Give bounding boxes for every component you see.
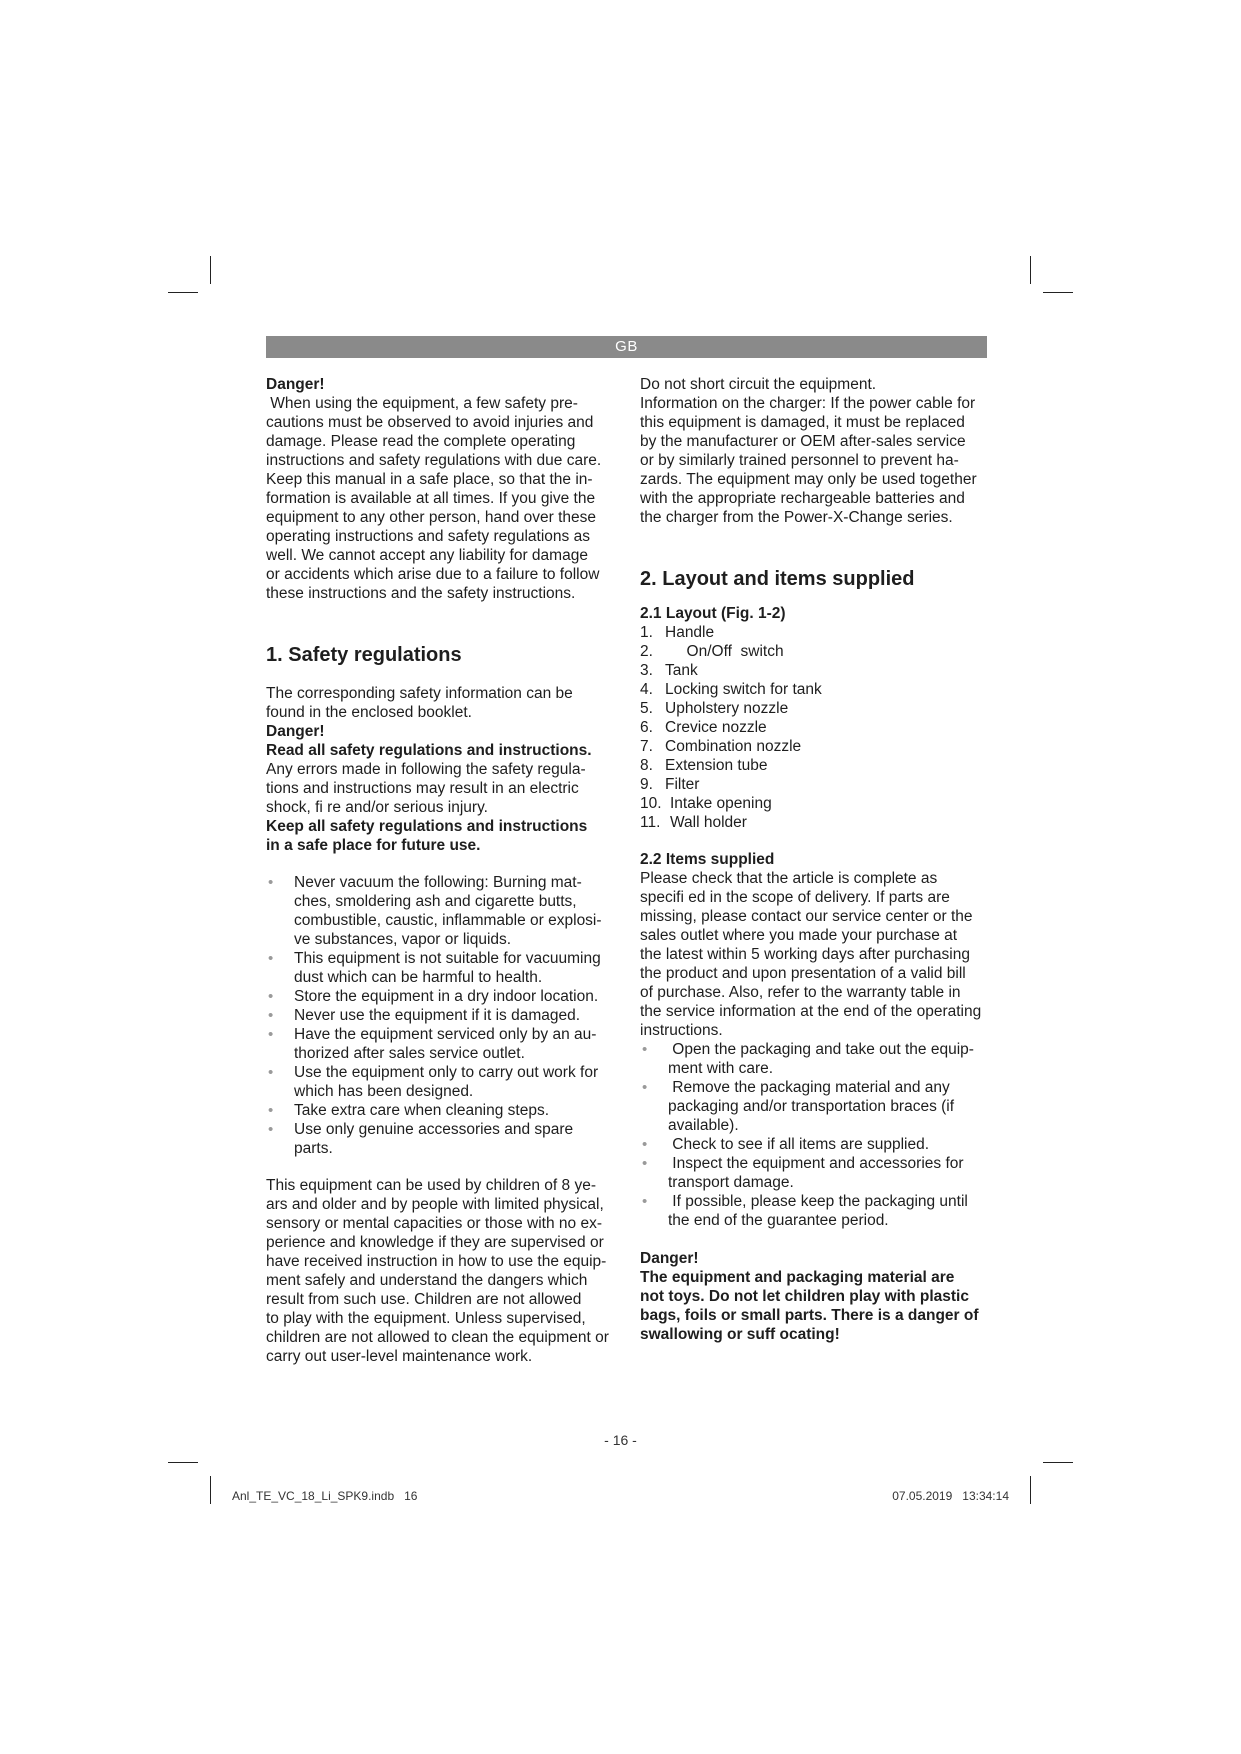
list-item (266, 1006, 616, 1025)
text-line: formation is available at all times. If you give the (266, 490, 596, 507)
text-line: • Inspect the equipment and accessories for (668, 1155, 964, 1172)
text-line: Keep all safety regulations and instructions (266, 818, 588, 835)
item-label: On/Off switch (665, 643, 784, 660)
text-line: When using the equipment, a few safety pre- (266, 395, 578, 412)
crop-mark (210, 1476, 211, 1504)
item-number: 5. (640, 700, 653, 717)
text-line: bags, foils or small parts. There is a danger of (640, 1307, 979, 1324)
page-number: - 16 - (604, 1432, 637, 1448)
danger-heading-2: Danger! (266, 723, 325, 740)
list-item (640, 1192, 990, 1230)
text-line: packaging and/or transportation braces (if (668, 1098, 955, 1115)
section-1-title: 1. Safety regulations (266, 644, 462, 666)
keep-warning (266, 817, 616, 855)
text-line: to play with the equipment. Unless supervised, (266, 1310, 586, 1327)
text-line: which has been designed. (294, 1083, 474, 1100)
item-label: Intake opening (670, 795, 772, 812)
item-label: Combination nozzle (665, 738, 802, 755)
charger-paragraph (640, 394, 990, 527)
item-number: 9. (640, 776, 653, 793)
list-item (640, 718, 990, 737)
text-line: missing, please contact our service center or the (640, 908, 973, 925)
text-line: • Have the equipment serviced only by an au- (294, 1026, 597, 1043)
text-line: • Use the equipment only to carry out work for (294, 1064, 599, 1081)
language-header-bar (266, 336, 987, 358)
item-label: Handle (665, 624, 715, 641)
safety-bullet-list (266, 873, 616, 1158)
text-line: instructions and safety regulations with due care. (266, 452, 602, 469)
list-item (266, 1101, 616, 1120)
text-line: ars and older and by people with limited physical, (266, 1196, 604, 1213)
text-line: transport damage. (668, 1174, 794, 1191)
text-line: specifi ed in the scope of delivery. If parts are (640, 889, 950, 906)
item-number: 11. (640, 814, 661, 831)
text-line: thorized after sales service outlet. (294, 1045, 525, 1062)
text-line: cautions must be observed to avoid injuries and (266, 414, 594, 431)
text-line: found in the enclosed booklet. (266, 704, 472, 721)
text-line: tions and instructions may result in an electric (266, 780, 579, 797)
text-line: dust which can be harmful to health. (294, 969, 543, 986)
errors-paragraph (266, 760, 616, 817)
items-bullet-list (640, 1040, 990, 1230)
list-item (640, 623, 990, 642)
text-line: in a safe place for future use. (266, 837, 481, 854)
crop-mark (1043, 292, 1073, 293)
list-item (640, 680, 990, 699)
text-line: operating instructions and safety regulations as (266, 528, 590, 545)
item-number: 1. (640, 624, 653, 641)
text-line: ment safely and understand the dangers which (266, 1272, 588, 1289)
list-item (640, 699, 990, 718)
text-line: Please check that the article is complete as (640, 870, 938, 887)
list-item (640, 756, 990, 775)
text-line: • Never use the equipment if it is damaged. (294, 1007, 581, 1024)
item-label: Filter (665, 776, 700, 793)
text-line: The equipment and packaging material are (640, 1269, 955, 1286)
text-line: This equipment can be used by children of 8 ye- (266, 1177, 596, 1194)
text-line: sensory or mental capacities or those with no ex- (266, 1215, 602, 1232)
list-item (640, 1135, 990, 1154)
danger-heading-3: Danger! (640, 1250, 699, 1267)
item-number: 10. (640, 795, 662, 812)
left-column (266, 375, 616, 1366)
layout-subtitle: 2.1 Layout (Fig. 1-2) (640, 605, 786, 622)
text-line: sales outlet where you made your purchase at (640, 927, 958, 944)
item-number: 4. (640, 681, 653, 698)
text-line: carry out user-level maintenance work. (266, 1348, 533, 1365)
text-line: ve substances, vapor or liquids. (294, 931, 512, 948)
section-2-title: 2. Layout and items supplied (640, 568, 915, 590)
text-line: these instructions and the safety instructions. (266, 585, 576, 602)
text-line: of purchase. Also, refer to the warranty table in (640, 984, 961, 1001)
item-label: Crevice nozzle (665, 719, 767, 736)
text-line: • Remove the packaging material and any (668, 1079, 950, 1096)
packaging-danger-warning (640, 1268, 990, 1344)
crop-mark (168, 1462, 198, 1463)
booklet-paragraph (266, 684, 616, 722)
list-item (266, 1120, 616, 1158)
text-line: swallowing or suff ocating! (640, 1326, 840, 1343)
text-line: by the manufacturer or OEM after-sales service (640, 433, 966, 450)
text-line: ment with care. (668, 1060, 774, 1077)
read-all-warning: Read all safety regulations and instructions. (266, 742, 592, 759)
text-line: Any errors made in following the safety regula- (266, 761, 586, 778)
text-line: • If possible, please keep the packaging until (668, 1193, 968, 1210)
print-timestamp: 07.05.2019 13:34:14 (892, 1489, 1009, 1503)
file-name: Anl_TE_VC_18_Li_SPK9.indb 16 (232, 1489, 418, 1503)
item-number: 8. (640, 757, 653, 774)
item-number: 6. (640, 719, 653, 736)
text-line: the end of the guarantee period. (668, 1212, 889, 1229)
list-item (640, 794, 990, 813)
item-label: Wall holder (670, 814, 747, 831)
text-line: • Never vacuum the following: Burning mat- (294, 874, 582, 891)
list-item (640, 813, 990, 832)
item-label: Tank (665, 662, 698, 679)
text-line: perience and knowledge if they are supervised or (266, 1234, 604, 1251)
text-line: Information on the charger: If the power cable for (640, 395, 976, 412)
crop-mark (210, 256, 211, 284)
items-subtitle: 2.2 Items supplied (640, 851, 775, 868)
text-line: or by similarly trained personnel to prevent ha- (640, 452, 959, 469)
list-item (640, 642, 990, 661)
text-line: result from such use. Children are not allowed (266, 1291, 582, 1308)
text-line: • Use only genuine accessories and spare (294, 1121, 574, 1138)
list-item (266, 987, 616, 1006)
item-number: 2. (640, 643, 653, 660)
text-line: • Take extra care when cleaning steps. (294, 1102, 550, 1119)
list-item (266, 1063, 616, 1101)
text-line: available). (668, 1117, 739, 1134)
list-item (640, 1154, 990, 1192)
language-code: GB (615, 338, 638, 355)
text-line: have received instruction in how to use the equip- (266, 1253, 607, 1270)
text-line: the service information at the end of the operating (640, 1003, 982, 1020)
text-line: or accidents which arise due to a failure to follow (266, 566, 600, 583)
item-number: 7. (640, 738, 653, 755)
danger-heading: Danger! (266, 376, 325, 393)
item-number: 3. (640, 662, 653, 679)
right-column (640, 375, 990, 1344)
text-line: combustible, caustic, inflammable or explosi- (294, 912, 602, 929)
text-line: well. We cannot accept any liability for damage (266, 547, 588, 564)
text-line: the product and upon presentation of a valid bill (640, 965, 966, 982)
text-line: this equipment is damaged, it must be replaced (640, 414, 965, 431)
text-line: the charger from the Power-X-Change series. (640, 509, 953, 526)
text-line: zards. The equipment may only be used together (640, 471, 977, 488)
crop-mark (1043, 1462, 1073, 1463)
list-item (640, 737, 990, 756)
list-item (640, 1078, 990, 1135)
children-paragraph (266, 1176, 616, 1366)
item-label: Extension tube (665, 757, 768, 774)
intro-paragraph (266, 394, 616, 603)
crop-mark (1030, 256, 1031, 284)
layout-list (640, 623, 990, 832)
text-line: instructions. (640, 1022, 723, 1039)
crop-mark (168, 292, 198, 293)
text-line: The corresponding safety information can be (266, 685, 573, 702)
list-item (640, 661, 990, 680)
item-label: Upholstery nozzle (665, 700, 789, 717)
text-line: • Check to see if all items are supplied. (668, 1136, 930, 1153)
list-item (266, 873, 616, 949)
list-item (640, 1040, 990, 1078)
list-item (266, 949, 616, 987)
text-line: ches, smoldering ash and cigarette butts, (294, 893, 577, 910)
item-label: Locking switch for tank (665, 681, 822, 698)
text-line: not toys. Do not let children play with plastic (640, 1288, 969, 1305)
short-circuit-note: Do not short circuit the equipment. (640, 376, 877, 393)
items-paragraph (640, 869, 990, 1040)
text-line: with the appropriate rechargeable batteries and (640, 490, 965, 507)
text-line: damage. Please read the complete operating (266, 433, 576, 450)
list-item (266, 1025, 616, 1063)
list-item (640, 775, 990, 794)
text-line: the latest within 5 working days after purchasing (640, 946, 970, 963)
text-line: parts. (294, 1140, 333, 1157)
text-line: • This equipment is not suitable for vacuuming (294, 950, 601, 967)
text-line: • Open the packaging and take out the equip- (668, 1041, 974, 1058)
text-line: • Store the equipment in a dry indoor location. (294, 988, 599, 1005)
text-line: Keep this manual in a safe place, so that the in- (266, 471, 593, 488)
crop-mark (1030, 1476, 1031, 1504)
text-line: equipment to any other person, hand over these (266, 509, 597, 526)
text-line: shock, fi re and/or serious injury. (266, 799, 488, 816)
text-line: children are not allowed to clean the equipment or (266, 1329, 609, 1346)
